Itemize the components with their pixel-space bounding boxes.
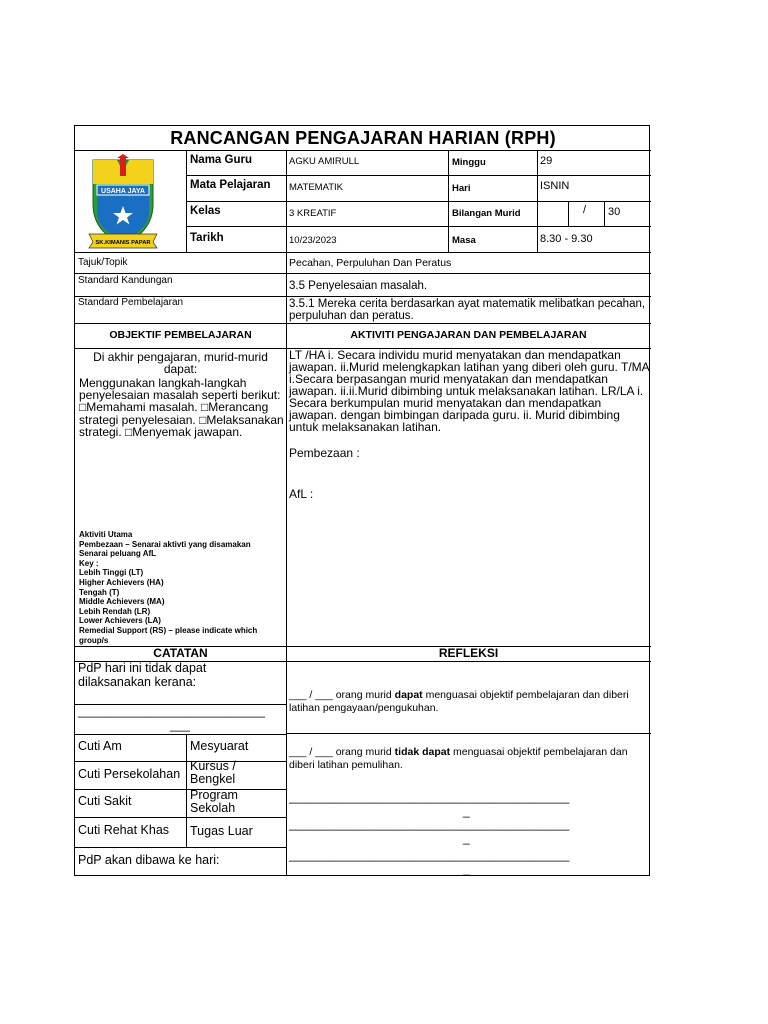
nama-guru-value: AGKU AMIRULL bbox=[289, 156, 360, 167]
note-line: Tengah (T) bbox=[79, 587, 120, 597]
note-line: Remedial Support (RS) – please indicate which group/s bbox=[79, 625, 258, 645]
afl-label: AfL : bbox=[289, 487, 314, 501]
program-label: Program Sekolah bbox=[190, 788, 238, 815]
note-line: Senarai peluang AfL bbox=[79, 549, 157, 559]
school-crest-icon bbox=[87, 154, 159, 250]
kelas-value: 3 KREATIF bbox=[289, 208, 337, 219]
note-line: Lebih Tinggi (LT) bbox=[79, 568, 144, 578]
nama-guru-label: Nama Guru bbox=[190, 154, 252, 166]
tajuk-value: Pecahan, Perpuluhan Dan Peratus bbox=[289, 257, 452, 269]
catatan-reason-line: ____________________________ bbox=[78, 704, 265, 718]
sp-value: 3.5.1 Mereka cerita berdasarkan ayat matematik melibatkan pecahan, perpuluhan dan peratus. bbox=[289, 298, 646, 322]
refleksi-header: REFLEKSI bbox=[438, 646, 499, 660]
mesyuarat-label: Mesyuarat bbox=[190, 739, 249, 753]
school-logo bbox=[87, 154, 159, 250]
cuti-rehat-label: Cuti Rehat Khas bbox=[78, 823, 170, 837]
objektif-intro: Di akhir pengajaran, murid-murid dapat: bbox=[93, 350, 268, 376]
refleksi-dapat: ___ / ___ orang murid dapat menguasai objektif pembelajaran dan diberi latihan pengayaan/pengukuhan. bbox=[289, 689, 629, 714]
note-line: Middle Achievers (MA) bbox=[79, 597, 165, 607]
minggu-label: Minggu bbox=[452, 157, 486, 168]
refleksi-line-1-tail: _ bbox=[463, 804, 470, 818]
tarikh-value: 10/23/2023 bbox=[289, 235, 337, 246]
sp-label: Standard Pembelajaran bbox=[78, 297, 184, 308]
cuti-persekolahan-label: Cuti Persekolahan bbox=[78, 767, 181, 781]
hari-value: ISNIN bbox=[540, 180, 570, 192]
aktiviti-body: LT /HA i. Secara individu murid menyatakan dan mendapatkan jawapan. ii.Murid melengkapkan latihan yang diberi oleh guru. T/MA i.Secara berpasangan murid menyatakan dan mendapatkan jawapan. ii.ii.Murid dibimbing untuk melaksanakan latihan. LR/LA i. Secara berkumpulan murid menyatakan dan mendapatkan jawapan. dengan bimbingan daripada guru. ii. Murid dibimbing untuk melaksanakan latihan. bbox=[289, 348, 649, 434]
refleksi-tidak-dapat: ___ / ___ orang murid tidak dapat menguasai objektif pembelajaran dan diberi latihan pemulihan. bbox=[289, 746, 628, 771]
dibawa-label: PdP akan dibawa ke hari: bbox=[78, 853, 220, 867]
objektif-body: Menggunakan langkah-langkah penyelesaian masalah seperti berikut: □Memahami masalah. □Merancang strategi penyelesaian. □Melaksanakan strategi. □Menyemak jawapan. bbox=[79, 376, 284, 439]
kelas-label: Kelas bbox=[190, 205, 221, 217]
bilangan-slash: / bbox=[583, 204, 587, 216]
refleksi-line-3-tail: _ bbox=[463, 862, 470, 876]
minggu-value: 29 bbox=[540, 155, 553, 167]
note-line: Pembezaan – Senarai aktivti yang disamakan bbox=[79, 539, 251, 549]
refleksi-line-1: __________________________________________ bbox=[289, 790, 570, 804]
aktiviti-header: AKTIVITI PENGAJARAN DAN PEMBELAJARAN bbox=[350, 329, 587, 341]
bilangan-murid-label: Bilangan Murid bbox=[452, 208, 521, 219]
cuti-am-label: Cuti Am bbox=[78, 739, 122, 753]
kursus-label: Kursus / Bengkel bbox=[190, 759, 236, 786]
sk-label: Standard Kandungan bbox=[78, 275, 173, 286]
sk-value: 3.5 Penyelesaian masalah. bbox=[289, 280, 428, 292]
bilangan-murid-value: 30 bbox=[608, 206, 621, 218]
mata-pelajaran-label: Mata Pelajaran bbox=[190, 179, 271, 191]
tidak-dapat-text: PdP hari ini tidak dapat dilaksanakan kerana: bbox=[78, 661, 207, 689]
tugas-luar-label: Tugas Luar bbox=[190, 824, 253, 838]
mata-pelajaran-value: MATEMATIK bbox=[289, 182, 344, 193]
pembezaan-label: Pembezaan : bbox=[289, 446, 360, 460]
notes-key bbox=[79, 530, 285, 645]
note-line: Lower Achievers (LA) bbox=[79, 616, 161, 626]
objektif-header: OBJEKTIF PEMBELAJARAN bbox=[109, 329, 252, 341]
note-line: Aktiviti Utama bbox=[79, 530, 133, 539]
refleksi-line-2-tail: _ bbox=[463, 831, 470, 845]
masa-value: 8.30 - 9.30 bbox=[540, 233, 593, 245]
svg-text:USAHA JAYA: USAHA JAYA bbox=[101, 188, 145, 195]
refleksi-line-2: __________________________________________ bbox=[289, 817, 570, 831]
hari-label: Hari bbox=[452, 183, 471, 194]
svg-text:SK.KIMANIS PAPAR: SK.KIMANIS PAPAR bbox=[95, 240, 151, 246]
cuti-sakit-label: Cuti Sakit bbox=[78, 794, 132, 808]
refleksi-line-3: __________________________________________ bbox=[289, 848, 570, 862]
tarikh-label: Tarikh bbox=[190, 232, 224, 244]
catatan-header: CATATAN bbox=[153, 646, 208, 660]
masa-label: Masa bbox=[452, 235, 476, 246]
catatan-reason-line-tail: ___ bbox=[170, 718, 191, 732]
rph-form bbox=[74, 125, 650, 876]
tajuk-label: Tajuk/Topik bbox=[78, 257, 128, 268]
note-line: Higher Achievers (HA) bbox=[79, 577, 164, 587]
page-title: RANCANGAN PENGAJARAN HARIAN (RPH) bbox=[170, 128, 556, 148]
note-line: Lebih Rendah (LR) bbox=[79, 606, 151, 616]
note-line: Key : bbox=[79, 558, 99, 568]
